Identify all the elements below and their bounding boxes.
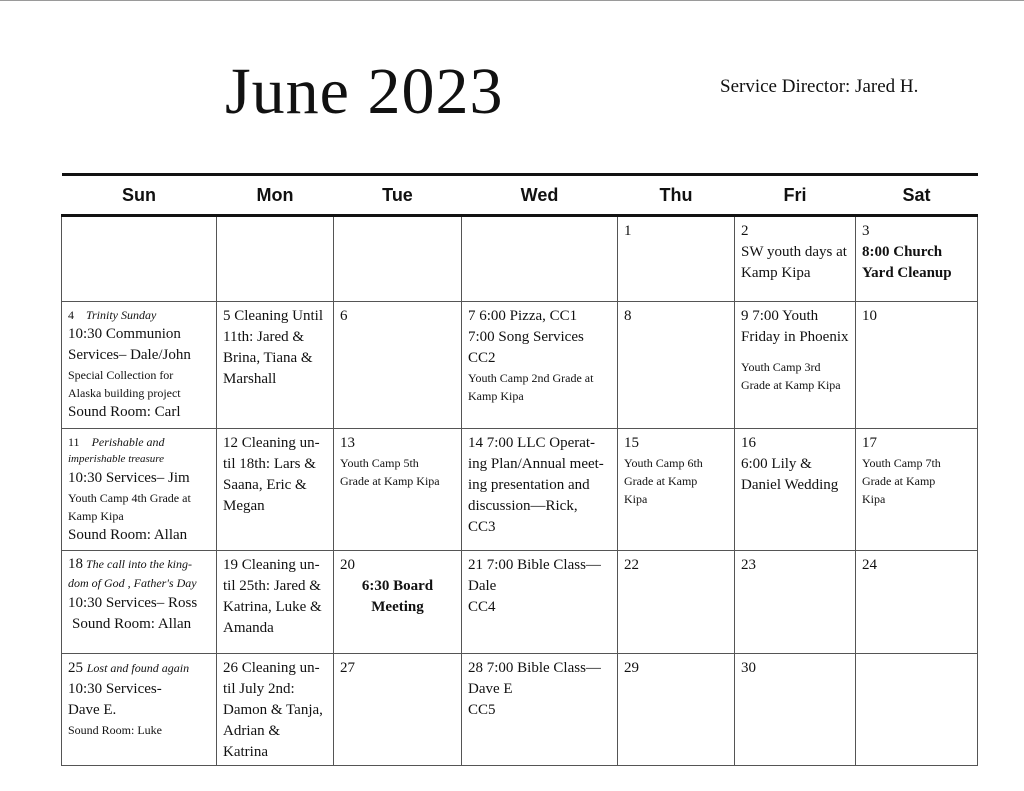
day-number: 29 <box>624 660 639 676</box>
event-note: Grade at Kamp <box>862 474 936 488</box>
event-text: Adrian & <box>223 723 281 739</box>
day-cell-27 <box>334 654 462 766</box>
day-number: 15 <box>624 435 639 451</box>
day-cell-16 <box>735 429 856 551</box>
event-note: Kipa <box>624 492 648 506</box>
day-number: 11 <box>68 435 80 449</box>
event-text: ing Plan/Annual meet- <box>468 456 604 472</box>
event-note: Youth Camp 7th <box>862 456 941 470</box>
day-cell-30 <box>735 654 856 766</box>
day-cell-empty <box>62 216 217 302</box>
weekday-mon: Mon <box>217 175 334 216</box>
event-text: ing presentation and <box>468 477 590 493</box>
event-text: Amanda <box>223 620 274 636</box>
day-number: 24 <box>862 557 877 573</box>
event-text: Friday in Phoenix <box>741 329 849 345</box>
event-text: 12 Cleaning un- <box>223 435 320 451</box>
event-text: Dave E. <box>68 702 117 718</box>
event-text: 11th: Jared & <box>223 329 305 345</box>
day-cell-3 <box>856 216 978 302</box>
day-cell-11 <box>62 429 217 551</box>
event-text: Katrina <box>223 744 268 760</box>
month-title: June 2023 <box>225 55 504 128</box>
weekday-header-row <box>62 175 978 216</box>
weekday-thu: Thu <box>618 175 735 216</box>
day-cell-19 <box>217 551 334 654</box>
event-text: Kamp Kipa <box>741 265 811 281</box>
day-cell-15 <box>618 429 735 551</box>
day-number: 20 <box>340 557 355 573</box>
sound-room: Sound Room: Allan <box>72 616 192 632</box>
event-text: 10:30 Communion <box>68 326 181 342</box>
event-text: Marshall <box>223 371 277 387</box>
event-text: SW youth days at <box>741 244 847 260</box>
day-number: 16 <box>741 435 756 451</box>
feast-title: dom of God , Father's Day <box>68 576 197 590</box>
day-cell-26 <box>217 654 334 766</box>
event-text: til July 2nd: <box>223 681 295 697</box>
event-text: 5 Cleaning Until <box>223 308 323 324</box>
week-row-4 <box>62 551 978 654</box>
sound-room: Sound Room: Luke <box>68 723 163 737</box>
day-cell-1 <box>618 216 735 302</box>
day-number: 4 <box>68 308 74 322</box>
event-note: Youth Camp 4th Grade at <box>68 491 191 505</box>
event-text: til 25th: Jared & <box>223 578 321 594</box>
event-text: 14 7:00 LLC Operat- <box>468 435 596 451</box>
day-cell-empty <box>334 216 462 302</box>
event-text: CC2 <box>468 350 496 366</box>
day-cell-5 <box>217 302 334 429</box>
weekday-tue: Tue <box>334 175 462 216</box>
day-cell-13 <box>334 429 462 551</box>
weekday-sun: Sun <box>62 175 217 216</box>
day-number: 27 <box>340 660 355 676</box>
event-text: Megan <box>223 498 265 514</box>
day-cell-20 <box>334 551 462 654</box>
day-number: 2 <box>741 223 749 239</box>
event-note: Grade at Kamp Kipa <box>340 474 440 488</box>
day-cell-14 <box>462 429 618 551</box>
day-cell-25 <box>62 654 217 766</box>
weekday-wed: Wed <box>462 175 618 216</box>
day-cell-12 <box>217 429 334 551</box>
event-text: 8:00 Church <box>862 244 943 260</box>
feast-title: imperishable treasure <box>68 453 165 465</box>
feast-title: Perishable and <box>91 435 165 449</box>
day-number: 18 <box>68 556 83 572</box>
event-text: Meeting <box>371 599 424 615</box>
day-cell-2 <box>735 216 856 302</box>
event-text: 21 7:00 Bible Class— <box>468 557 601 573</box>
feast-title: The call into the king- <box>86 557 192 571</box>
event-text: 26 Cleaning un- <box>223 660 320 676</box>
sound-room: Sound Room: Carl <box>68 404 181 420</box>
day-cell-21 <box>462 551 618 654</box>
day-cell-17 <box>856 429 978 551</box>
event-text: 9 7:00 Youth <box>741 308 819 324</box>
day-cell-28 <box>462 654 618 766</box>
week-row-3 <box>62 429 978 551</box>
day-cell-8 <box>618 302 735 429</box>
day-number: 13 <box>340 435 355 451</box>
day-number: 17 <box>862 435 877 451</box>
day-cell-9 <box>735 302 856 429</box>
event-text: Daniel Wedding <box>741 477 839 493</box>
event-note: Kamp Kipa <box>468 389 524 403</box>
event-note: Grade at Kamp Kipa <box>741 378 841 392</box>
event-text: discussion—Rick, <box>468 498 578 514</box>
day-cell-10 <box>856 302 978 429</box>
event-text: CC5 <box>468 702 496 718</box>
day-cell-empty <box>462 216 618 302</box>
day-cell-23 <box>735 551 856 654</box>
event-note: Kamp Kipa <box>68 509 124 523</box>
event-text: til 18th: Lars & <box>223 456 316 472</box>
event-note: Special Collection for <box>68 368 174 382</box>
day-cell-29 <box>618 654 735 766</box>
weekday-sat: Sat <box>856 175 978 216</box>
day-number: 23 <box>741 557 756 573</box>
week-row-1 <box>62 216 978 302</box>
day-cell-24 <box>856 551 978 654</box>
event-text: Dale <box>468 578 497 594</box>
event-note: Youth Camp 2nd Grade at <box>468 371 594 385</box>
feast-title: Lost and found again <box>86 661 190 675</box>
day-cell-22 <box>618 551 735 654</box>
event-text: Katrina, Luke & <box>223 599 322 615</box>
day-number: 30 <box>741 660 756 676</box>
day-number: 8 <box>624 308 632 324</box>
feast-title: Trinity Sunday <box>86 308 157 322</box>
sound-room: Sound Room: Allan <box>68 527 188 543</box>
event-text: 7 6:00 Pizza, CC1 <box>468 308 578 324</box>
event-text: Saana, Eric & <box>223 477 307 493</box>
event-text: 19 Cleaning un- <box>223 557 320 573</box>
day-cell-4 <box>62 302 217 429</box>
event-note: Grade at Kamp <box>624 474 698 488</box>
event-text: 28 7:00 Bible Class— <box>468 660 601 676</box>
event-text: 10:30 Services- <box>68 681 162 697</box>
day-cell-empty <box>217 216 334 302</box>
day-cell-7 <box>462 302 618 429</box>
day-cell-empty <box>856 654 978 766</box>
weekday-fri: Fri <box>735 175 856 216</box>
event-text: Damon & Tanja, <box>223 702 323 718</box>
day-number: 10 <box>862 308 877 324</box>
event-text: 7:00 Song Services <box>468 329 584 345</box>
day-cell-18 <box>62 551 217 654</box>
service-director: Service Director: Jared H. <box>720 76 919 97</box>
day-number: 6 <box>340 308 348 324</box>
event-note: Youth Camp 5th <box>340 456 419 470</box>
day-number: 22 <box>624 557 639 573</box>
day-number: 1 <box>624 223 632 239</box>
event-text: 10:30 Services– Ross <box>68 595 198 611</box>
event-text: CC4 <box>468 599 496 615</box>
event-text: Services– Dale/John <box>68 347 191 363</box>
top-rule <box>0 0 1024 1</box>
event-text: Brina, Tiana & <box>223 350 313 366</box>
event-text: Yard Cleanup <box>862 265 952 281</box>
event-note: Alaska building project <box>68 386 181 400</box>
event-text: Dave E <box>468 681 513 697</box>
event-text: 10:30 Services– Jim <box>68 470 190 486</box>
event-note: Youth Camp 3rd <box>741 360 821 374</box>
day-number: 3 <box>862 223 870 239</box>
day-number: 25 <box>68 660 83 676</box>
week-row-2 <box>62 302 978 429</box>
calendar-grid <box>61 173 978 766</box>
event-text: 6:30 Board <box>361 578 434 594</box>
event-note: Kipa <box>862 492 886 506</box>
week-row-5 <box>62 654 978 766</box>
event-text: 6:00 Lily & <box>741 456 812 472</box>
day-cell-6 <box>334 302 462 429</box>
event-text: CC3 <box>468 519 496 535</box>
event-note: Youth Camp 6th <box>624 456 703 470</box>
